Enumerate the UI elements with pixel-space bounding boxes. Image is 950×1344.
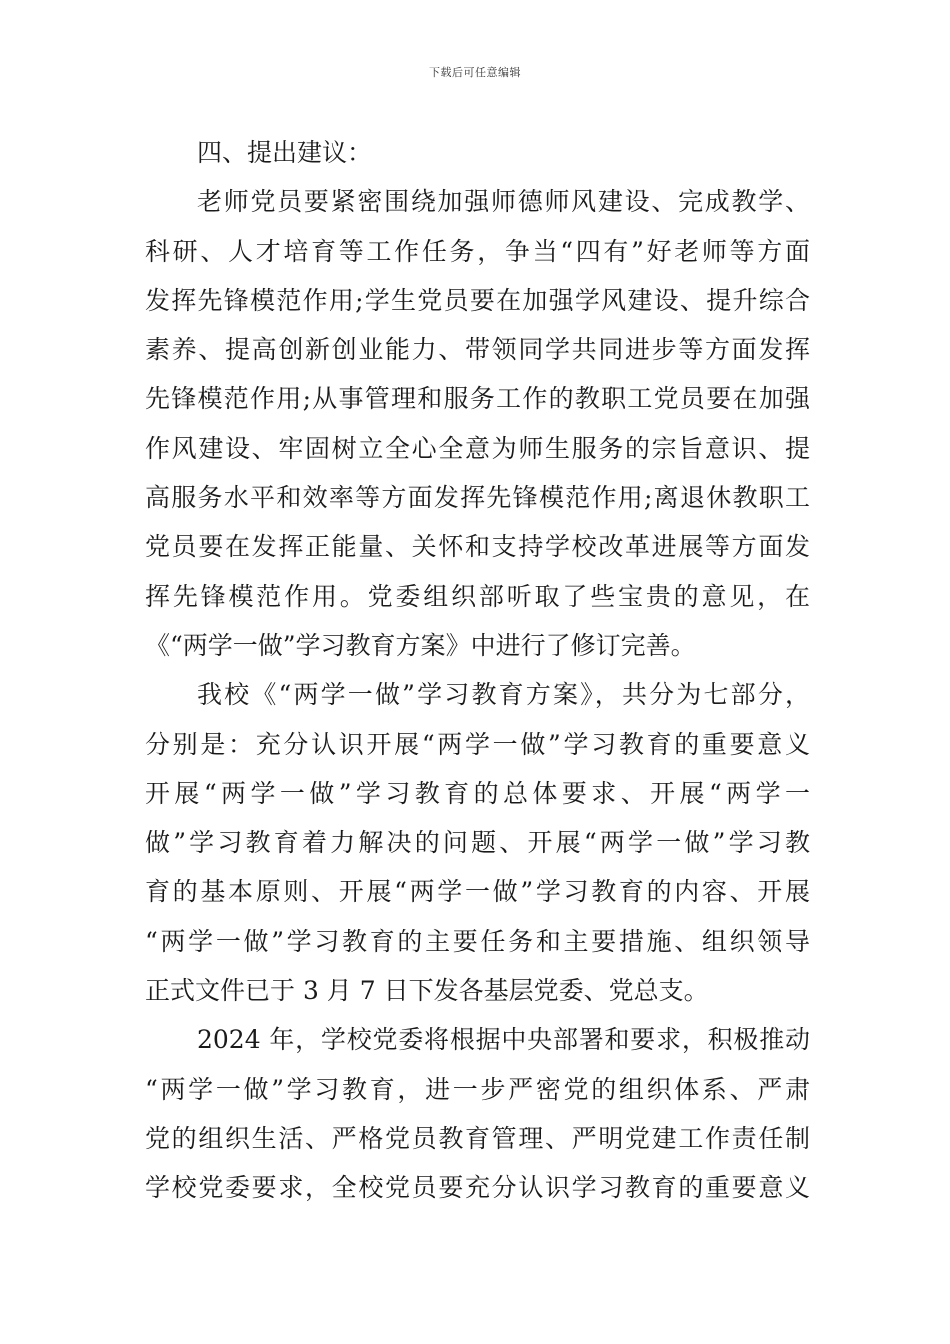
text-line: 高服务水平和效率等方面发挥先锋模范作用;离退休教职工 [145, 483, 810, 513]
text-line: “两学一做”学习教育的主要任务和主要措施、组织领导 [145, 926, 810, 956]
text-line: 开展“两学一做”学习教育的总体要求、开展“两学一 [145, 778, 810, 808]
text-line: 我校《“两学一做”学习教育方案》，共分为七部分， [197, 680, 810, 710]
text-line: 科研、人才培育等工作任务，争当“四有”好老师等方面 [145, 236, 810, 266]
text-line: 党的组织生活、严格党员教育管理、严明党建工作责任制 [145, 1123, 810, 1153]
text-line: 作风建设、牢固树立全心全意为师生服务的宗旨意识、提 [145, 433, 810, 463]
text-line: 学校党委要求，全校党员要充分认识学习教育的重要意义 [145, 1173, 810, 1203]
page-header: 下载后可任意编辑 [429, 66, 521, 79]
text-line: 分别是：充分认识开展“两学一做”学习教育的重要意义 [145, 729, 810, 759]
text-line: 老师党员要紧密围绕加强师德师风建设、完成教学、 [197, 187, 810, 217]
text-line: 2024 年，学校党委将根据中央部署和要求，积极推动 [197, 1025, 810, 1055]
text-line: 发挥先锋模范作用;学生党员要在加强学风建设、提升综合 [145, 285, 810, 315]
document-body [145, 128, 810, 1213]
text-line: 四、提出建议： [197, 138, 373, 167]
text-line: 育的基本原则、开展“两学一做”学习教育的内容、开展 [145, 877, 810, 907]
text-line: 《“两学一做”学习教育方案》中进行了修订完善。 [145, 630, 696, 660]
text-line: 挥先锋模范作用。党委组织部听取了些宝贵的意见，在 [145, 581, 810, 611]
text-line: 党员要在发挥正能量、关怀和支持学校改革进展等方面发 [145, 532, 810, 562]
text-line: 先锋模范作用;从事管理和服务工作的教职工党员要在加强 [145, 384, 810, 414]
text-line: “两学一做”学习教育，进一步严密党的组织体系、严肃 [145, 1074, 810, 1104]
text-line: 素养、提高创新创业能力、带领同学共同进步等方面发挥 [145, 335, 810, 365]
text-line: 做”学习教育着力解决的问题、开展“两学一做”学习教 [145, 828, 810, 858]
text-line: 正式文件已于 3 月 7 日下发各基层党委、党总支。 [145, 976, 709, 1006]
